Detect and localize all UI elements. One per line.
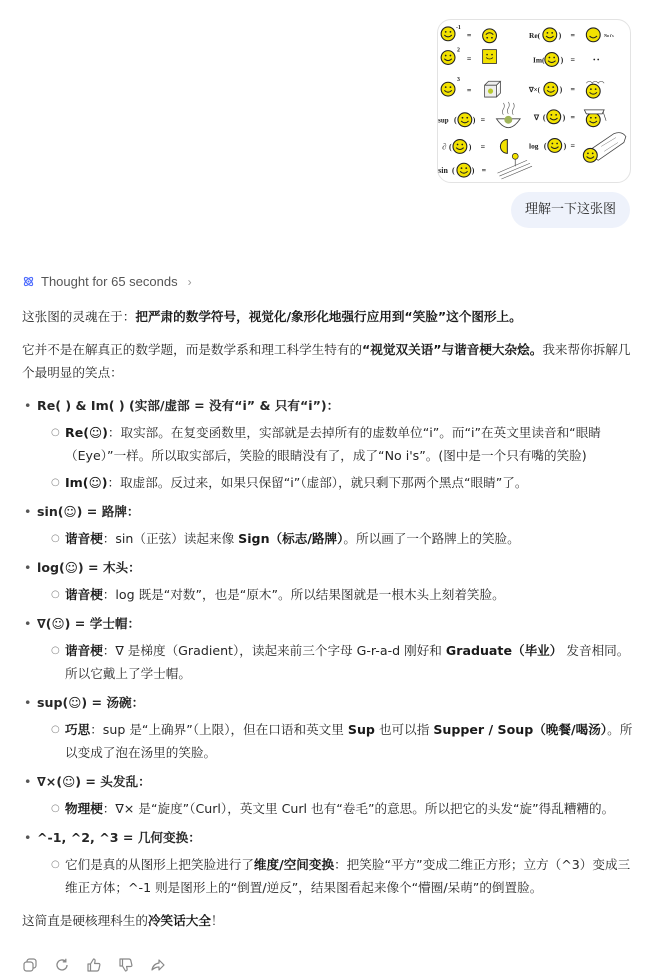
list-item bbox=[22, 612, 634, 685]
list-item-heading: sup(☺) = 汤碗： bbox=[37, 695, 145, 710]
list-item bbox=[22, 826, 634, 899]
sub-tail: 。所以画了一个路牌上的笑脸。 bbox=[343, 531, 520, 546]
intro-text: 这张图的灵魂在于： bbox=[22, 309, 136, 324]
svg-text:(: ( bbox=[453, 115, 457, 125]
list-item bbox=[22, 556, 634, 606]
closing-paragraph bbox=[22, 909, 634, 932]
sub-label: 物理梗 bbox=[65, 801, 103, 816]
list-item-heading: ∇×(☺) = 头发乱： bbox=[37, 774, 151, 789]
sub-list-item bbox=[50, 718, 634, 764]
bullet-circle: ○ bbox=[51, 589, 60, 600]
bullet-circle: ○ bbox=[51, 724, 60, 735]
svg-text:): ) bbox=[472, 115, 476, 125]
svg-text:): ) bbox=[563, 141, 567, 151]
para2-text: 它并不是在解真正的数学题，而是数学系和理工科学生特有的 bbox=[22, 342, 363, 357]
svg-text:No i's: No i's bbox=[604, 32, 614, 38]
svg-text:=: = bbox=[570, 30, 576, 40]
svg-text:): ) bbox=[468, 142, 472, 152]
sub-tail: 发音相同。所以它戴上了学士帽。 bbox=[65, 643, 630, 681]
bullet-dot: • bbox=[24, 774, 32, 789]
bullet-dot: • bbox=[24, 830, 32, 845]
bullet-circle: ○ bbox=[51, 477, 60, 488]
svg-text:-1: -1 bbox=[455, 24, 461, 31]
svg-text:): ) bbox=[558, 30, 562, 40]
svg-text:=: = bbox=[570, 55, 576, 65]
svg-text:): ) bbox=[562, 112, 566, 122]
user-message-bubble: 理解一下这张图 bbox=[511, 192, 630, 228]
svg-text:(: ( bbox=[452, 166, 455, 176]
bullet-dot: • bbox=[24, 695, 32, 710]
svg-text:Im(: Im( bbox=[533, 55, 545, 65]
sub-text: ：∇× 是“旋度”（Curl），英文里 Curl 也有“卷毛”的意思。所以把它的头发“旋”得乱糟糟的。 bbox=[102, 801, 615, 816]
uploaded-image[interactable] bbox=[437, 19, 631, 183]
copy-icon[interactable] bbox=[22, 957, 38, 973]
svg-text:(: ( bbox=[543, 141, 547, 151]
svg-text:=: = bbox=[570, 85, 576, 95]
sub-text: ：sin（正弦）读起来像 bbox=[102, 531, 239, 546]
svg-text:∇×(: ∇×( bbox=[529, 87, 540, 95]
bullet-dot: • bbox=[24, 560, 32, 575]
svg-text:=: = bbox=[466, 54, 472, 64]
share-icon[interactable] bbox=[150, 957, 166, 973]
atom-icon bbox=[22, 275, 35, 288]
sub-label: Re(☺) bbox=[65, 425, 108, 440]
closing-suffix: ！ bbox=[210, 913, 224, 928]
sub-text: ：取实部。在复变函数里，实部就是去掉所有的虚数单位“i”。而“i”在英文里读音和“眼睛（Eye）”一样。所以取实部后，笑脸的眼睛没有了，成了“No i's”。(图中是一个只有嘴的笑脸) bbox=[65, 425, 601, 463]
sub-label: 谐音梗 bbox=[65, 587, 103, 602]
svg-text:=: = bbox=[480, 142, 486, 152]
sub-tail: 。所以变成了泡在汤里的笑脸。 bbox=[65, 722, 633, 760]
pun-list bbox=[22, 394, 634, 899]
svg-text:=: = bbox=[570, 112, 576, 122]
thought-label: Thought for 65 seconds bbox=[41, 274, 178, 289]
sub-list-item bbox=[50, 853, 634, 899]
bullet-circle: ○ bbox=[51, 645, 60, 656]
sub-label: 谐音梗 bbox=[65, 643, 103, 658]
bullet-circle: ○ bbox=[51, 533, 60, 544]
intro-bold: 把严肃的数学符号，视觉化/象形化地强行应用到“笑脸”这个图形上。 bbox=[135, 309, 522, 324]
svg-text:sin: sin bbox=[438, 166, 448, 176]
thought-toggle[interactable] bbox=[22, 274, 192, 289]
svg-text:=: = bbox=[570, 141, 576, 151]
bullet-dot: • bbox=[24, 504, 32, 519]
message-action-bar bbox=[22, 957, 166, 973]
list-item bbox=[22, 691, 634, 764]
list-item-heading: ∇(☺) = 学士帽： bbox=[37, 616, 141, 631]
list-item bbox=[22, 394, 634, 494]
bullet-circle: ○ bbox=[51, 859, 60, 870]
sub-list-item bbox=[50, 527, 634, 550]
sub-bold: Supper / Soup（晚餐/喝汤） bbox=[433, 722, 608, 737]
list-item-heading: log(☺) = 木头： bbox=[37, 560, 141, 575]
second-paragraph bbox=[22, 338, 634, 384]
sub-text: ：∇ 是梯度（Gradient），读起来前三个字母 G-r-a-d 刚好和 bbox=[102, 643, 446, 658]
chevron-right-icon: › bbox=[187, 274, 192, 289]
svg-text:(: ( bbox=[449, 142, 452, 152]
closing-bold: 冷笑话大全 bbox=[147, 913, 211, 928]
bullet-dot: • bbox=[24, 616, 32, 631]
sub-list-item bbox=[50, 639, 634, 685]
assistant-answer bbox=[22, 305, 634, 942]
sub-tail: 也可以指 bbox=[374, 722, 434, 737]
svg-text:∇: ∇ bbox=[534, 112, 539, 122]
svg-text:log: log bbox=[529, 141, 539, 151]
svg-text:sup: sup bbox=[438, 117, 449, 125]
bullet-circle: ○ bbox=[51, 427, 60, 438]
sub-list-item bbox=[50, 471, 634, 494]
list-item-heading: Re( ) & Im( ) (实部/虚部 = 没有“i” & 只有“i”)： bbox=[37, 398, 340, 413]
sub-bold: Sup bbox=[347, 722, 375, 737]
sub-text: 它们是真的从图形上把笑脸进行了 bbox=[65, 857, 254, 872]
svg-text:Re(: Re( bbox=[529, 30, 541, 40]
svg-text:(: ( bbox=[542, 112, 546, 122]
svg-text:=: = bbox=[466, 86, 472, 96]
sub-label: 谐音梗 bbox=[65, 531, 103, 546]
sub-bold: Graduate（毕业） bbox=[445, 643, 563, 658]
list-item bbox=[22, 770, 634, 820]
svg-text:): ) bbox=[559, 85, 563, 95]
para2-bold: “视觉双关语”与谐音梗大杂烩。 bbox=[362, 342, 543, 357]
svg-text:=: = bbox=[480, 115, 486, 125]
math-smiley-diagram bbox=[438, 20, 630, 182]
svg-text:2: 2 bbox=[456, 47, 460, 54]
svg-text:): ) bbox=[560, 55, 564, 65]
sub-bold: Sign（标志/路牌） bbox=[238, 531, 344, 546]
closing-text: 这简直是硬核理科生的 bbox=[22, 913, 148, 928]
svg-text:∂: ∂ bbox=[442, 141, 447, 152]
thumbs-up-icon[interactable] bbox=[86, 957, 102, 973]
svg-text:=: = bbox=[466, 30, 472, 40]
svg-text:=: = bbox=[481, 166, 487, 176]
bullet-dot: • bbox=[24, 398, 32, 413]
sub-list-item bbox=[50, 797, 634, 820]
refresh-icon[interactable] bbox=[54, 957, 70, 973]
list-item bbox=[22, 500, 634, 550]
para2-suffix: 我来帮你拆解几个最明显的笑点： bbox=[22, 342, 631, 380]
sub-list-item bbox=[50, 583, 634, 606]
sub-text: ：log 既是“对数”，也是“原木”。所以结果图就是一根木头上刻着笑脸。 bbox=[102, 587, 505, 602]
intro-paragraph bbox=[22, 305, 634, 328]
svg-text:): ) bbox=[471, 166, 475, 176]
bullet-circle: ○ bbox=[51, 803, 60, 814]
sub-label: 巧思 bbox=[65, 722, 91, 737]
list-item-heading: sin(☺) = 路牌： bbox=[37, 504, 140, 519]
list-item-heading: ^-1, ^2, ^3 = 几何变换： bbox=[37, 830, 201, 845]
sub-list-item bbox=[50, 421, 634, 467]
svg-text:3: 3 bbox=[456, 77, 460, 84]
thumbs-down-icon[interactable] bbox=[118, 957, 134, 973]
sub-label: Im(☺) bbox=[65, 475, 108, 490]
sub-tail: ：把笑脸“平方”变成二维正方形；立方（^3）变成三维正方体；^-1 则是图形上的“倒置/逆反”，结果图看起来像个“懵圈/呆萌”的倒置脸。 bbox=[65, 857, 631, 895]
sub-bold: 维度/空间变换 bbox=[253, 857, 335, 872]
sub-text: ：sup 是“上确界”（上限），但在口语和英文里 bbox=[90, 722, 348, 737]
sub-text: ：取虚部。反过来，如果只保留“i”（虚部），就只剩下那两个黑点“眼睛”了。 bbox=[107, 475, 528, 490]
